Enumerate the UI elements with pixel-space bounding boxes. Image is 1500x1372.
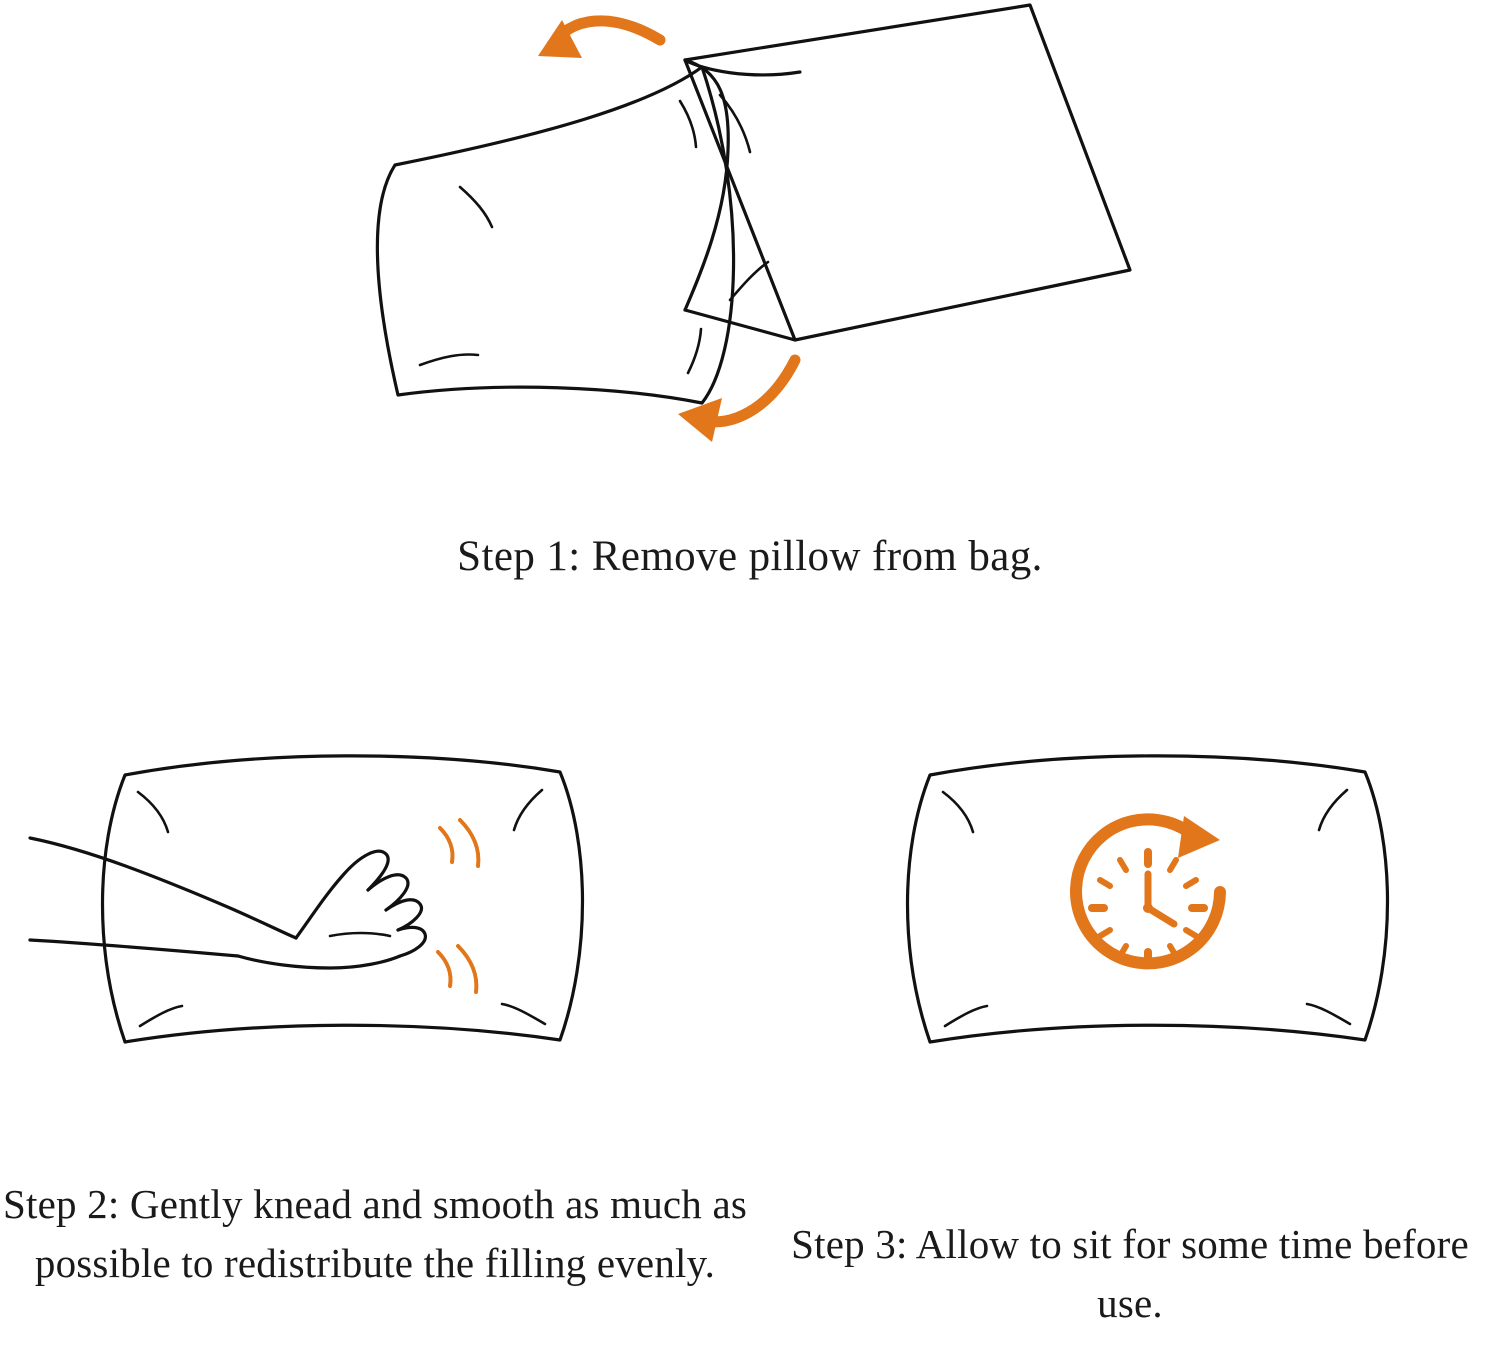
step-3-illustration: [890, 740, 1480, 1070]
motion-lines-icon: [438, 820, 478, 992]
bag-icon: [685, 5, 1130, 340]
hand-icon: [30, 838, 425, 968]
pillow-with-clock-drawing: [890, 740, 1480, 1070]
pillow-from-bag-drawing: [330, 0, 1170, 500]
step-3-caption: Step 3: Allow to sit for some time before use.: [791, 1221, 1469, 1327]
pillow-icon: [103, 756, 583, 1042]
step-2-illustration: [30, 740, 650, 1070]
step-2-caption: Step 2: Gently knead and smooth as much as possible to redistribute the filling evenly.: [3, 1181, 747, 1287]
step-1-caption: Step 1: Remove pillow from bag.: [457, 533, 1043, 580]
pillow-icon: [377, 67, 733, 403]
curved-arrow-icon: [538, 20, 660, 58]
hand-kneading-pillow-drawing: [30, 740, 650, 1070]
clock-icon: [1076, 816, 1220, 964]
step-1-illustration: [330, 0, 1170, 500]
